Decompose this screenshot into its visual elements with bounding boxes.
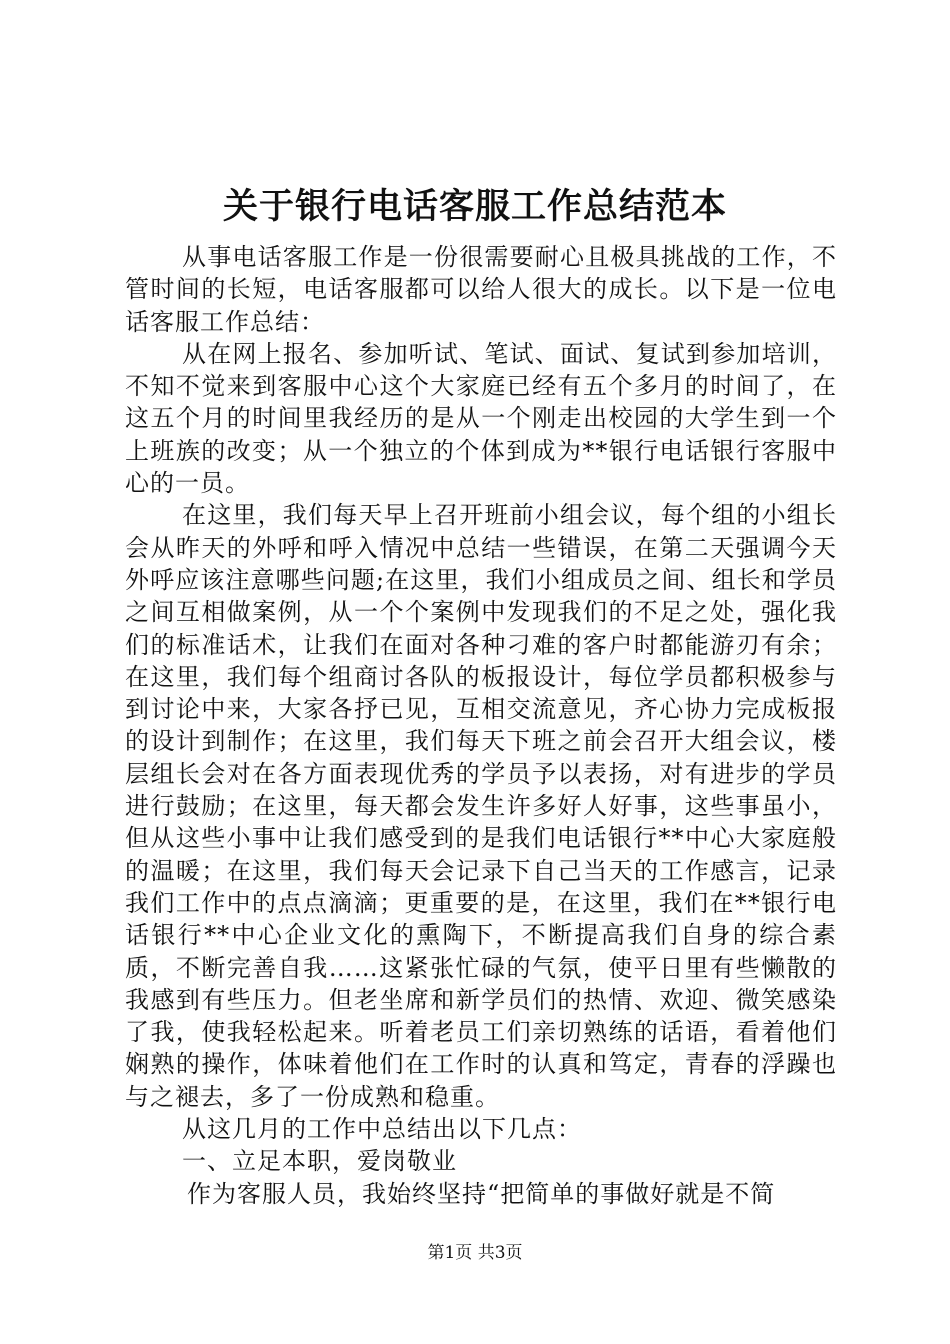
body-paragraph-daily-work: 在这里，我们每天早上召开班前小组会议，每个组的小组长会从昨天的外呼和呼入情况中总结一些错误，在第二天强调今天外呼应该注意哪些问题;在这里，我们小组成员之间、组长和学员之间互相做案例，从一个个案例中发现我们的不足之处，强化我们的标准话术，让我们在面对各种刁难的客户时都能游刃有余；在这里，我们每个组商讨各队的板报设计，每位学员都积极参与到讨论中来，大家各抒已见，互相交流意见，齐心协力完成板报的设计到制作；在这里，我们每天下班之前会召开大组会议，楼层组长会对在各方面表现优秀的学员予以表扬，对有进步的学员进行鼓励；在这里，每天都会发生许多好人好事，这些事虽小，但从这些小事中让我们感受到的是我们电话银行**中心大家庭般的温暖；在这里，我们每天会记录下自己当天的工作感言，记录我们工作中的点点滴滴；更重要的是，在这里，我们在**银行电话银行**中心企业文化的熏陶下，不断提高我们自身的综合素质，不断完善自我……这紧张忙碌的气氛，使平日里有些懒散的我感到有些压力。但老坐席和新学员们的热情、欢迎、微笑感染了我，使我轻松起来。听着老员工们亲切熟练的话语，看着他们娴熟的操作，体味着他们在工作时的认真和笃定，青春的浮躁也与之褪去，多了一份成熟和稳重。 bbox=[125, 501, 837, 1111]
body-paragraph-section-1: 作为客服人员，我始终坚持“把简单的事做好就是不简 bbox=[187, 1179, 776, 1208]
document-title: 关于银行电话客服工作总结范本 bbox=[222, 186, 727, 227]
document-body bbox=[125, 241, 837, 1210]
body-paragraph-summary-lead: 从这几月的工作中总结出以下几点： bbox=[182, 1115, 582, 1144]
page-footer: 第1页 共3页 bbox=[427, 1243, 523, 1263]
section-heading-1: 一、立足本职，爱岗敬业 bbox=[182, 1147, 457, 1176]
body-paragraph-experience: 从在网上报名、参加听试、笔试、面试、复试到参加培训，不知不觉来到客服中心这个大家庭已经有五个多月的时间了，在这五个月的时间里我经历的是从一个刚走出校园的大学生到一个上班族的改变；从一个独立的个体到成为**银行电话银行客服中心的一员。 bbox=[125, 339, 837, 498]
body-paragraph-intro: 从事电话客服工作是一份很需要耐心且极具挑战的工作，不管时间的长短，电话客服都可以给人很大的成长。以下是一位电话客服工作总结： bbox=[125, 243, 837, 336]
